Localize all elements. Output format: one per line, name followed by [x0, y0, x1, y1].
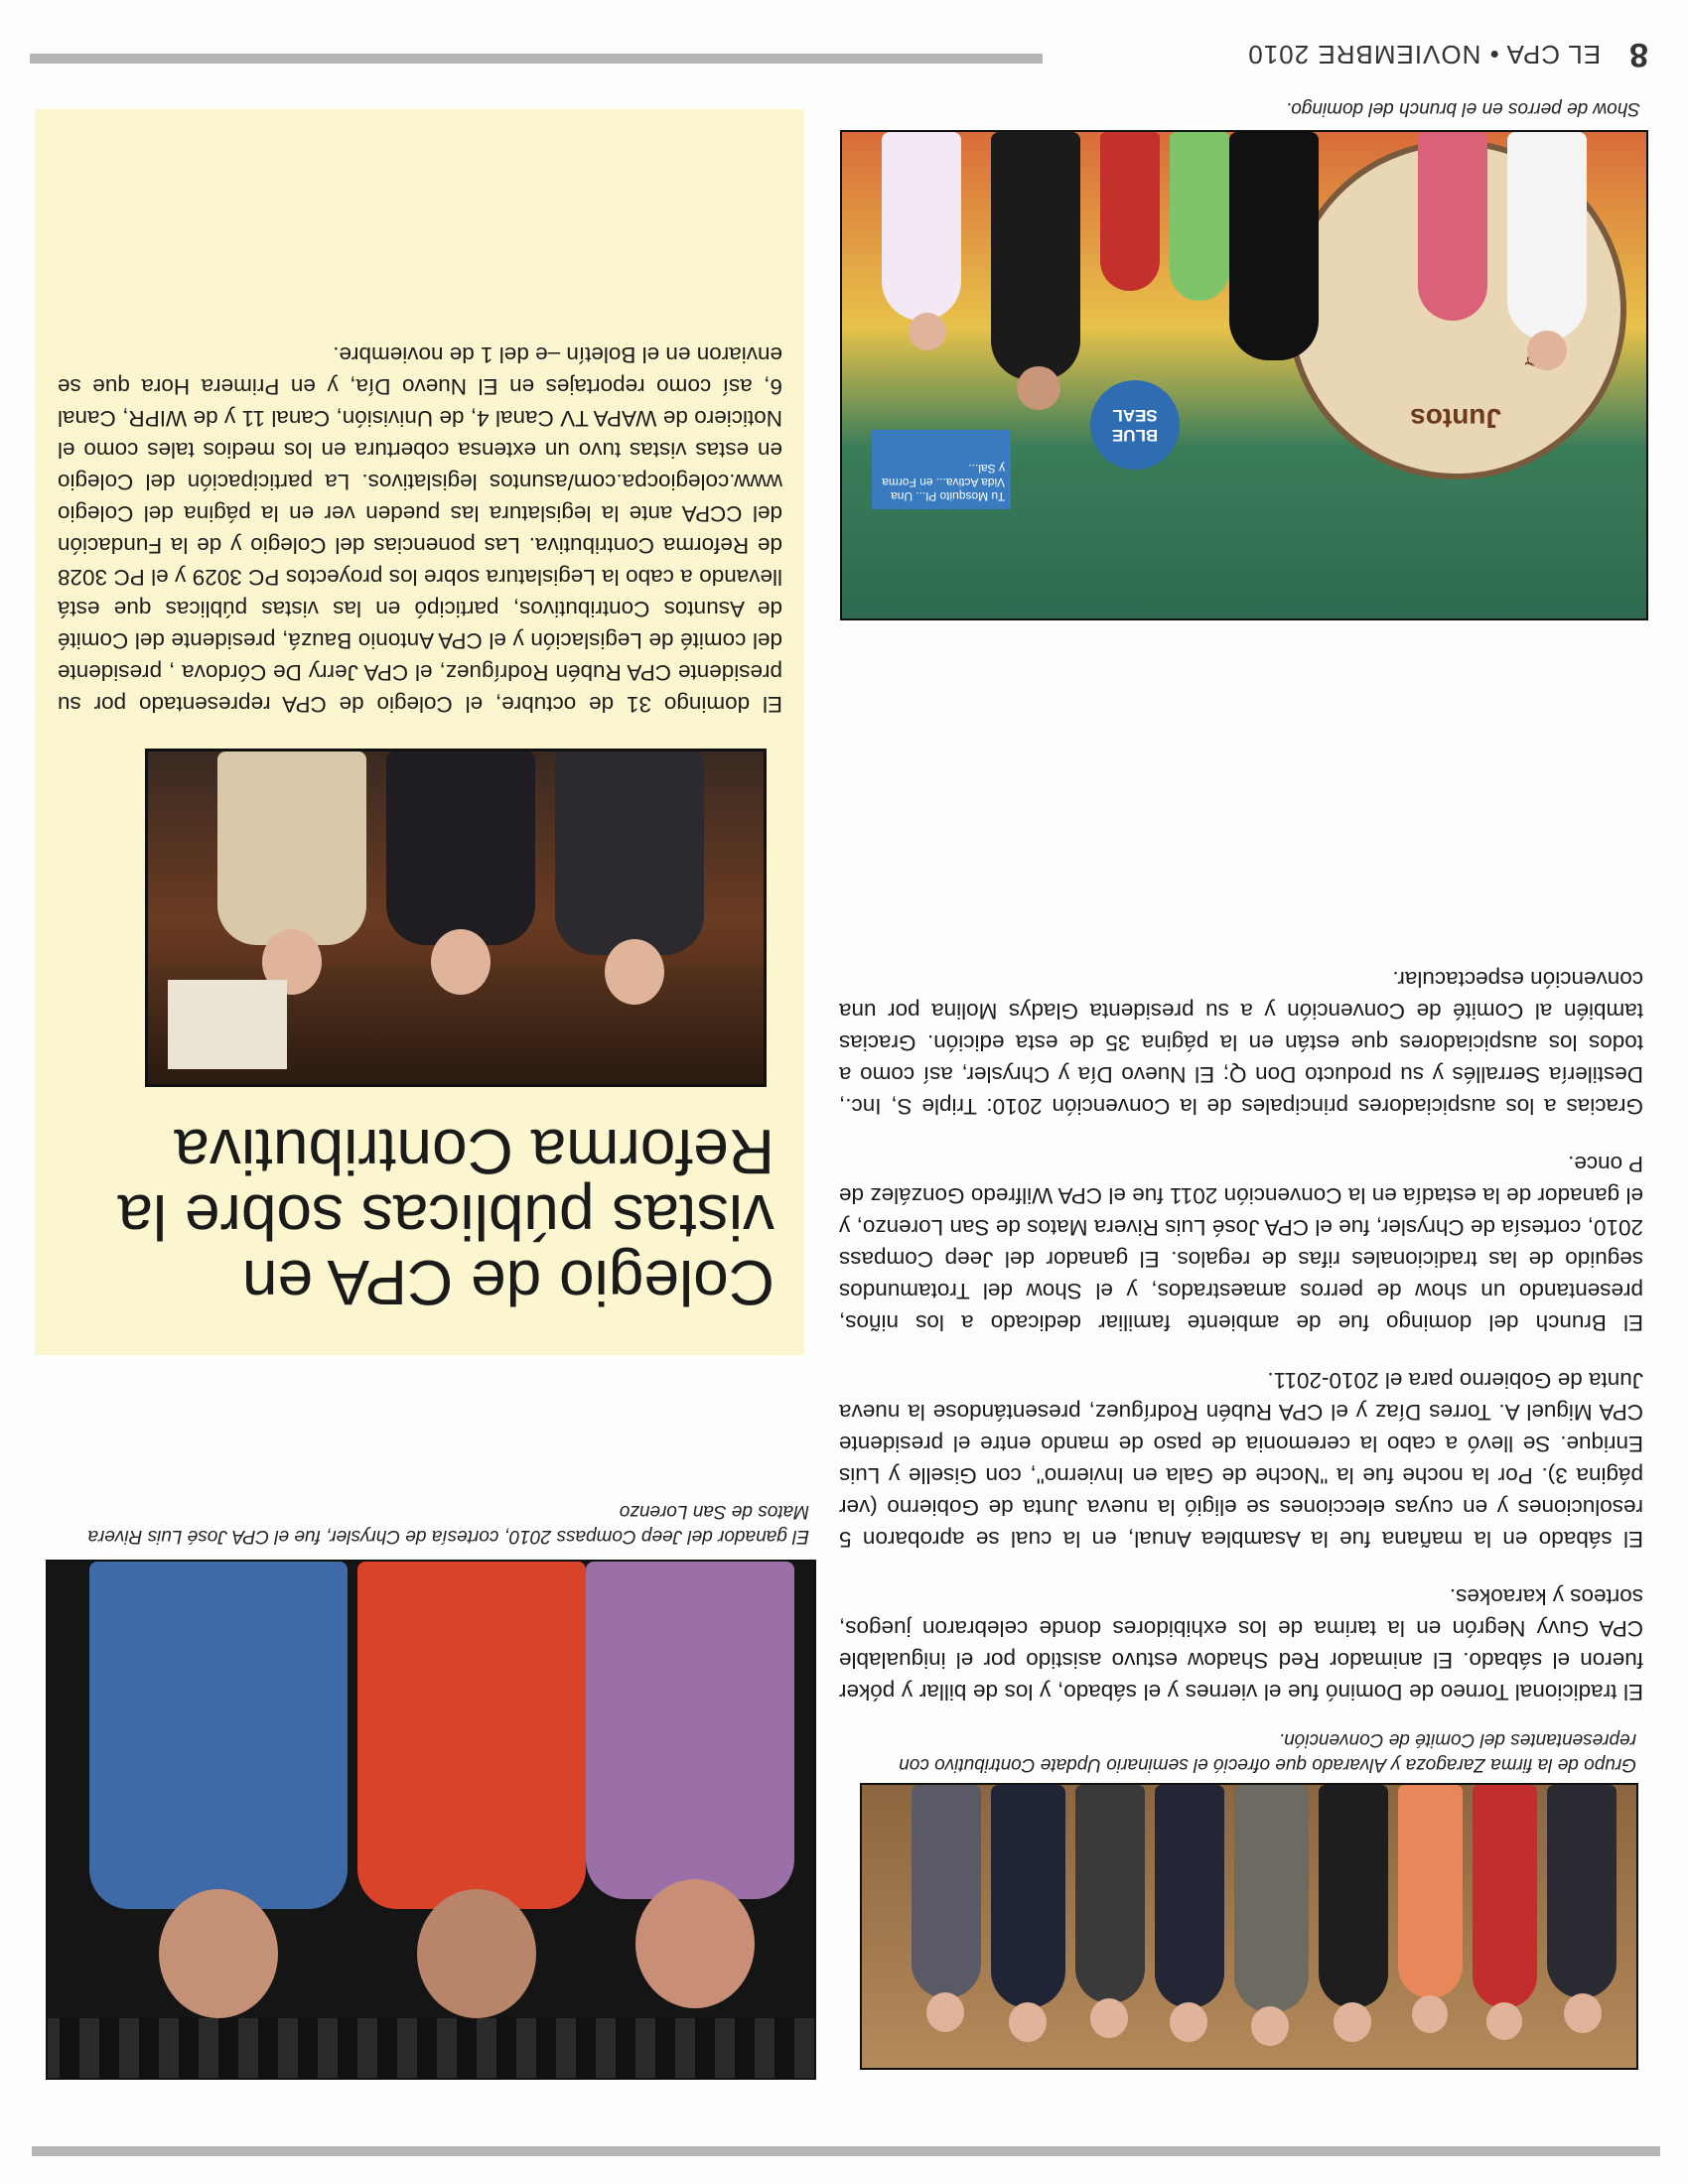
person-figure: [386, 751, 535, 945]
jeep-winner-caption: El ganador del Jeep Compass 2010, cortesía de Chrysler, fue el CPA José Luis Rivera Matos de San Lorenzo: [87, 1501, 809, 1547]
person-figure: [555, 751, 704, 955]
person-figure: [1473, 1785, 1537, 2008]
person-figure: [1418, 132, 1487, 321]
zaragoza-group-photo: [860, 1783, 1638, 2070]
person-figure: [1547, 1785, 1617, 1998]
article-paragraph: El sábado en la mañana fue la Asamblea Anual, en la cual se aprobaron 5 resoluciones y en cuyas elecciones se eligió la nueva Junta de Gobierno (ver página 3). Por la noche fue la "Noche de Gala en Invierno", con Giselle y Luis Enrique. Se llevó a cabo la ceremonia de paso de mando entre el presidente CPA Miguel A. Torres Díaz y el CPA Rubén Rodríguez, presentándose la nueva Junta de Gobierno para el 2010-2011.: [839, 1368, 1643, 1552]
sidebar-title: Colegio de CPA en vistas públicas sobre la Reforma Contributiva: [117, 1116, 774, 1318]
person-figure: [991, 1785, 1065, 2008]
person-head: [1564, 1993, 1602, 2033]
person-head: [1009, 2002, 1047, 2042]
person-head: [1334, 2002, 1371, 2042]
person-figure: [1100, 132, 1160, 291]
person-head: [1412, 1995, 1448, 2033]
person-figure: [991, 132, 1080, 380]
hearing-photo: [145, 749, 767, 1087]
person-figure: [1229, 132, 1319, 360]
stage-truss: [48, 2018, 814, 2078]
person-head: [909, 313, 946, 350]
publication-line: EL CPA • NOVIEMBRE 2010: [1247, 40, 1602, 70]
zaragoza-group-caption: Grupo de la firma Zaragoza y Alvarado que ofreció el seminario Update Contributivo con representantes del Comité de Convención.: [899, 1729, 1636, 1775]
page-header: [40, 30, 1648, 79]
person-figure: [1155, 1785, 1224, 2008]
mosquito-sign: Tu Mosquito Pl... Una Vida Activa... en Forma y Sal...: [872, 430, 1011, 509]
person-head: [1170, 2002, 1207, 2042]
person-figure: [586, 1562, 794, 1899]
person-head: [431, 929, 491, 995]
person-figure: [912, 1785, 981, 1998]
person-figure: [357, 1562, 586, 1909]
page-number: 8: [1628, 36, 1648, 74]
person-head: [635, 1879, 755, 2008]
person-figure: [1234, 1785, 1309, 2013]
person-figure: [1170, 132, 1229, 301]
article-paragraph: El Brunch del domingo fue de ambiente familiar dedicado a los niños, presentando un show de perros amaestrados, y el Show del Trotamundos seguido de las tradicionales rifas de regalos. El ganador del Jeep Compass 2010, cortesía de Chrysler, fue el CPA José Luis Rivera Matos de San Lorenzo, y el ganador de la estadía en la Convención 2011 fue el CPA Wilfredo González de P once.: [839, 1152, 1643, 1335]
person-figure: [1507, 132, 1587, 341]
dog-show-photo: [840, 130, 1648, 620]
dog-show-caption: Show de perros en el brunch del domingo.: [1285, 98, 1640, 119]
person-head: [1527, 331, 1567, 370]
convention-article: [839, 937, 1643, 1707]
sidebar-body: El domingo 31 de octubre, el Colegio de CPA representado por su presidente CPA Rubén Rodríguez, el CPA Jerry De Córdova , presidente del comité de Legislación y el CPA Antonio Bauzá, presidente del Comité de Asuntos Contributivos, participó en las vistas públicas que está llevando a cabo la Legislatura sobre los proyectos PC 3029 y el PC 3028 de Reforma Contributiva. Las ponencias del Colegio y de la Fundación del CCPA ante la legislatura las pueden ver en la página del Colegio www.colegiocpa.com/asuntos legislativos. La participación del Colegio en estas vistas tuvo un extensa cobertura en los medios tales como el Noticiero de WAPA TV Canal 4, de Univisión, Canal 11 y de WIPR, Canal 6, así como reportajes en El Nuevo Día, y en Primera Hora que se enviaron en el Boletín –e del 1 de noviembre.: [58, 342, 782, 717]
person-figure: [1075, 1785, 1145, 2003]
person-head: [417, 1889, 536, 2018]
person-head: [926, 1992, 964, 2032]
person-figure: [882, 132, 961, 321]
person-head: [159, 1889, 278, 2018]
blue-seal-logo: BLUE SEAL: [1090, 380, 1180, 470]
jeep-winner-photo: [46, 1560, 816, 2080]
wall-frame: [168, 980, 287, 1069]
person-head: [1486, 2002, 1522, 2040]
juntos-banner-text: Juntos: [1410, 403, 1501, 434]
article-paragraph: Gracias a los auspiciadores principales de la Convención 2010: Triple S, Inc., Destilería Serrallés y su producto Don Q; El Nuevo Día y Chrysler, así como a todos los auspiciadores que están en la página 35 de esta edición. Gracias también al Comité de Convención y a su presidenta Gladys Molina por una convención espectacular.: [839, 967, 1643, 1119]
person-head: [1251, 2006, 1289, 2046]
person-head: [1017, 366, 1060, 410]
person-head: [1090, 1998, 1128, 2038]
person-figure: [1319, 1785, 1388, 2008]
person-head: [605, 939, 664, 1005]
article-paragraph: El tradicional Torneo de Dominó fue el viernes y el sábado, y los de billar y póker fueron el sábado. El animador Red Shadow estuvo asistido por el inigualable CPA Guvy Negrón en la tarima de los exhibidores donde celebraron juegos, sorteos y karaokes.: [839, 1584, 1643, 1705]
person-figure: [217, 751, 366, 945]
legislative-sidebar: [35, 109, 804, 1355]
top-rule: [32, 2146, 1660, 2156]
person-figure: [1398, 1785, 1463, 1998]
person-figure: [89, 1562, 348, 1909]
